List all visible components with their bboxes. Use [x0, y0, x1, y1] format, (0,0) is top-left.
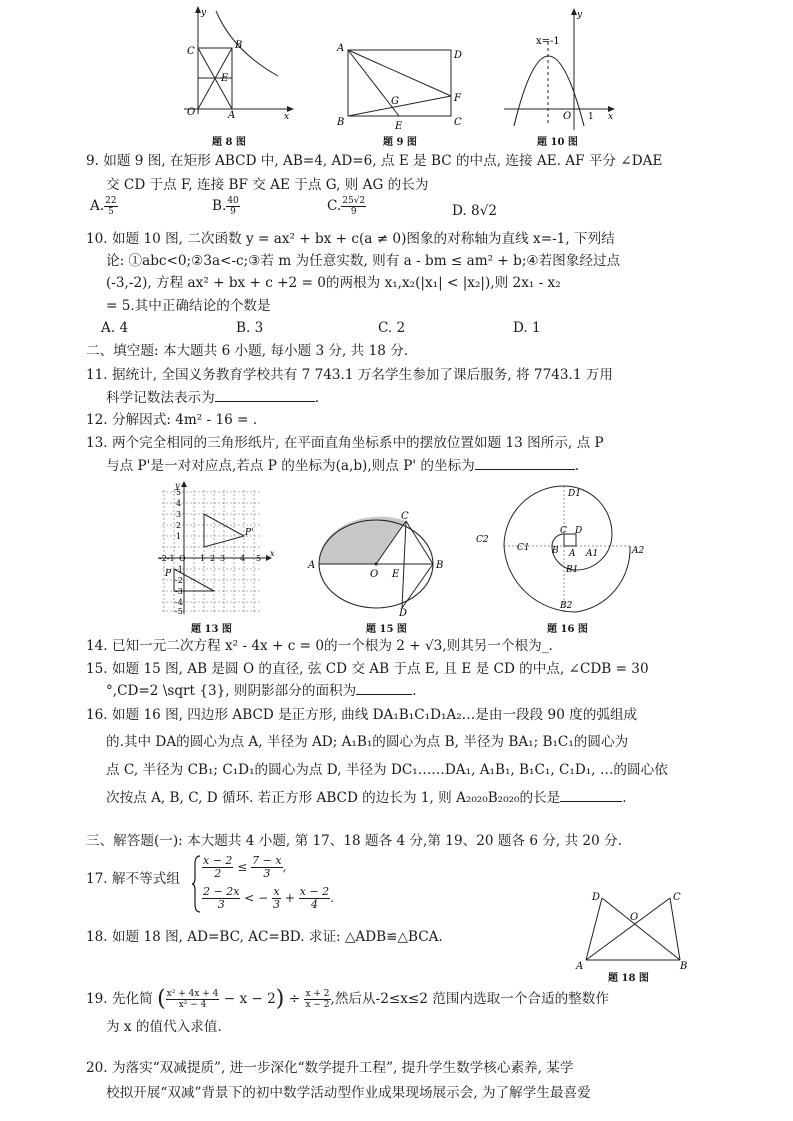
fig9-label-a: A [337, 43, 345, 54]
fig9-label-b: B [337, 117, 345, 128]
fig13-label-x: x [270, 549, 275, 558]
fig15-label-d: D [399, 608, 408, 616]
fig13-xtick-5: 5 [256, 554, 262, 563]
section-2-heading: 二、填空题: 本大题共 6 小题, 每小题 3 分, 共 18 分. [86, 343, 409, 359]
q9-option-c-fraction: $\frac{25√2}{9}$ [342, 196, 366, 217]
fig8-label-a: A [228, 110, 236, 121]
fig16-label-b: B [552, 546, 559, 556]
figure-10 [500, 6, 618, 134]
q19-fraction-2: $\frac{x + 2}{x - 2}$ [305, 989, 330, 1010]
q10-option-a[interactable]: A. 4 [101, 320, 129, 336]
q9-option-a[interactable] [90, 196, 118, 217]
fig10-label-1: 1 [588, 112, 594, 122]
fig13-label-p-prime: P' [245, 528, 254, 538]
fig15-label-o: O [370, 569, 379, 580]
fig10-label-y: y [577, 10, 583, 20]
fig18-label-a: A [576, 961, 584, 970]
fig13-xtick-2: 2 [210, 554, 216, 563]
q9-option-d[interactable]: D. 8√2 [452, 203, 498, 219]
fig13-ytick-5: 5 [176, 488, 182, 497]
q10-line-1: 10. 如题 10 图, 二次函数 y = ax² + bx + c(a ≠ 0)图象的对称轴为直线 x=-1, 下列结 [86, 231, 615, 247]
q16-line-2: 的.其中 DA的圆心为点 A, 半径为 AD; A₁B₁的圆心为点 B, 半径为 BA₁; B₁C₁的圆心为 [106, 734, 629, 750]
q9-line-2: 交 CD 于点 F, 连接 BF 交 AE 于点 G, 则 AG 的长为 [106, 177, 429, 193]
fig16-caption: 题 16 图 [547, 624, 588, 635]
fig8-label-o: O [187, 107, 196, 118]
fig13-xtick-1: 1 [200, 554, 206, 563]
q10-option-c[interactable]: C. 2 [378, 320, 406, 336]
q15-line-2: °,CD=2 \sqrt {3}, 则阴影部分的面积为 . [106, 683, 417, 699]
q19-line-2: 为 x 的值代入求值. [106, 1019, 222, 1035]
figure-8 [178, 6, 296, 121]
fig16-label-c: C [560, 526, 567, 536]
fig13-ytick-1: 1 [176, 532, 182, 541]
fig13-ytick-4: 4 [176, 499, 182, 508]
fig9-label-c: C [454, 117, 462, 128]
q16-answer-blank[interactable] [560, 789, 622, 802]
fig9-label-f: F [454, 93, 461, 104]
q13-line-1: 13. 两个完全相同的三角形纸片, 在平面直角坐标系中的摆放位置如题 13 图所示, 点 P [86, 435, 604, 451]
q16-line-1: 16. 如题 16 图, 四边形 ABCD 是正方形, 曲线 DA₁B₁C₁D₁A₂…是由一段段 90 度的弧组成 [86, 707, 638, 723]
fig13-ytick-neg4: -4 [175, 598, 183, 607]
fig8-label-c: C [187, 46, 195, 57]
fig18-label-c: C [673, 892, 681, 903]
fig18-label-b: B [680, 961, 688, 970]
q13-line-2: 与点 P'是一对对应点,若点 P 的坐标为(a,b),则点 P' 的坐标为 . [106, 458, 580, 474]
fig13-xtick-neg: -2-1 [159, 554, 175, 563]
q15-answer-blank[interactable] [356, 682, 412, 695]
fig16-label-b2: B2 [560, 601, 573, 611]
q9-option-a-fraction: $\frac{22}{5}$ [105, 196, 117, 217]
q17-brace [192, 854, 202, 914]
fig13-ytick-neg1: -1 [175, 565, 183, 574]
q9-option-b-fraction: $\frac{40}{9}$ [227, 196, 239, 217]
fig16-label-a: A [569, 549, 576, 559]
q20-line-1: 20. 为落实“双减提质”, 进一步深化“数学提升工程”, 提升学生数学核心素养, 某学 [86, 1060, 574, 1076]
fig16-label-d1: D1 [568, 489, 581, 499]
fig16-label-a1: A1 [586, 549, 599, 559]
fig15-label-a: A [308, 560, 316, 571]
q20-line-2: 校拟开展“双减”背景下的初中数学活动型作业成果现场展示会, 为了解学生最喜爱 [106, 1085, 591, 1101]
fig9-caption: 题 9 图 [383, 137, 417, 148]
fig13-ytick-neg2: -2 [175, 576, 183, 585]
fig18-label-d: D [592, 892, 601, 903]
q9-option-c[interactable] [327, 196, 366, 217]
fig8-label-b: B [235, 40, 243, 51]
fig18-caption: 题 18 图 [608, 973, 649, 984]
q9-option-b-label: B. [212, 198, 227, 214]
q17-inequality-1: $\frac{x - 2}{2}$ ≤ $\frac{7 - x}{3}$ , [203, 854, 287, 880]
q17-prefix: 17. 解不等式组 [86, 871, 180, 887]
q9-option-b[interactable] [212, 196, 240, 217]
fig13-origin: O [179, 554, 186, 563]
fig16-label-c1: C1 [517, 543, 530, 553]
q10-option-d[interactable]: D. 1 [513, 320, 541, 336]
fig13-ytick-neg3: -3 [175, 587, 183, 596]
q19-fraction-1: $\frac{\text{x² + 4x + 4}}{\text{x² − 4}}$ [166, 989, 219, 1010]
fig10-axis-label: x=-1 [536, 36, 560, 47]
fig8-caption: 题 8 图 [212, 137, 246, 148]
fig16-label-a2: A2 [632, 546, 645, 556]
q11-line-1: 11. 据统计, 全国义务教育学校共有 7 743.1 万名学生参加了课后服务, 将 7743.1 万用 [86, 367, 613, 383]
fig13-caption: 题 13 图 [191, 624, 232, 635]
q14-line: 14. 已知一元二次方程 x² - 4x + c = 0的一个根为 2 + √3,则其另一个根为_. [86, 638, 553, 654]
fig15-label-e: E [392, 569, 400, 580]
fig10-label-x: x [608, 112, 614, 122]
fig16-label-d: D [575, 526, 583, 536]
q11-answer-blank[interactable] [215, 389, 315, 402]
fig9-label-e: E [395, 121, 403, 132]
figure-13 [156, 480, 282, 616]
fig15-caption: 题 15 图 [366, 624, 407, 635]
q9-option-a-label: A. [90, 198, 105, 214]
fig16-label-b1: B1 [566, 565, 579, 575]
q19-line-1: 19. 先化简 ( $\frac{\text{x² + 4x + 4}}{\text{x² − 4}}$ − x − 2) ÷ $\frac{x + 2}{x - 2}$ ,然后从-2≤x≤2 范围内选取一个合适的整数作 [86, 986, 609, 1012]
fig13-ytick-3: 3 [176, 510, 182, 519]
figure-16 [472, 484, 652, 618]
fig16-label-c2: C2 [476, 535, 489, 545]
q10-option-b[interactable]: B. 3 [236, 320, 264, 336]
figure-18 [572, 888, 692, 970]
section-3-heading: 三、解答题(一): 本大题共 4 小题, 第 17、18 题各 4 分,第 19、20 题各 6 分, 共 20 分. [86, 833, 622, 849]
q12-line: 12. 分解因式: 4m² - 16 = . [86, 412, 258, 428]
q10-line-3: (-3,-2), 方程 ax² + bx + c +2 = 0的两根为 x₁,x₂(|x₁| < |x₂|),则 2x₁ - x₂ [106, 275, 561, 291]
q10-line-4: = 5.其中正确结论的个数是 [106, 298, 271, 314]
q9-option-c-label: C. [327, 198, 342, 214]
fig13-label-p: P [165, 569, 172, 579]
q9-line-1: 9. 如题 9 图, 在矩形 ABCD 中, AB=4, AD=6, 点 E 是 BC 的中点, 连接 AE. AF 平分 ∠DAE [86, 153, 663, 169]
figure-9 [333, 38, 468, 132]
q10-line-2: 论: ①abc<0;②3a<-c;③若 m 为任意实数, 则有 a - bm ≤ am² + b;④若图象经过点 [106, 253, 621, 269]
q18-line: 18. 如题 18 图, AD=BC, AC=BD. 求证: △ADB≌△BCA. [86, 929, 443, 945]
fig13-ytick-2: 2 [176, 521, 182, 530]
fig10-caption: 题 10 图 [537, 137, 578, 148]
fig8-label-x: x [284, 112, 290, 121]
fig8-label-e: E [221, 73, 229, 84]
fig9-label-d: D [454, 50, 463, 61]
q16-line-4: 次按点 A, B, C, D 循环. 若正方形 ABCD 的边长为 1, 则 A₂₀₂₀B₂₀₂₀的长是 . [106, 790, 627, 806]
fig15-label-b: B [436, 560, 444, 571]
q17-inequality-2: $\frac{2 - 2x}{3}$ < − $\frac{x}{3}$ + $\frac{x - 2}{4}$ . [203, 885, 334, 911]
q13-answer-blank[interactable] [475, 457, 575, 470]
q16-line-3: 点 C, 半径为 CB₁; C₁D₁的圆心为点 D, 半径为 DC₁……DA₁, A₁B₁, B₁C₁, C₁D₁, …的圆心依 [106, 762, 668, 778]
figure-15 [306, 506, 454, 616]
fig13-label-y: y [175, 481, 180, 490]
fig10-label-o: O [563, 111, 572, 122]
fig15-label-c: C [401, 511, 409, 522]
fig13-ytick-neg5: -5 [175, 607, 183, 616]
fig8-label-y: y [201, 8, 207, 18]
q15-line-1: 15. 如题 15 图, AB 是圆 O 的直径, 弦 CD 交 AB 于点 E, 且 E 是 CD 的中点, ∠CDB = 30 [86, 661, 649, 677]
fig9-label-g: G [391, 96, 399, 107]
fig18-label-o: O [630, 912, 639, 923]
fig13-xtick-4: 4 [240, 554, 246, 563]
fig13-xtick-3: 3 [220, 554, 226, 563]
q11-line-2: 科学记数法表示为 . [106, 390, 320, 406]
